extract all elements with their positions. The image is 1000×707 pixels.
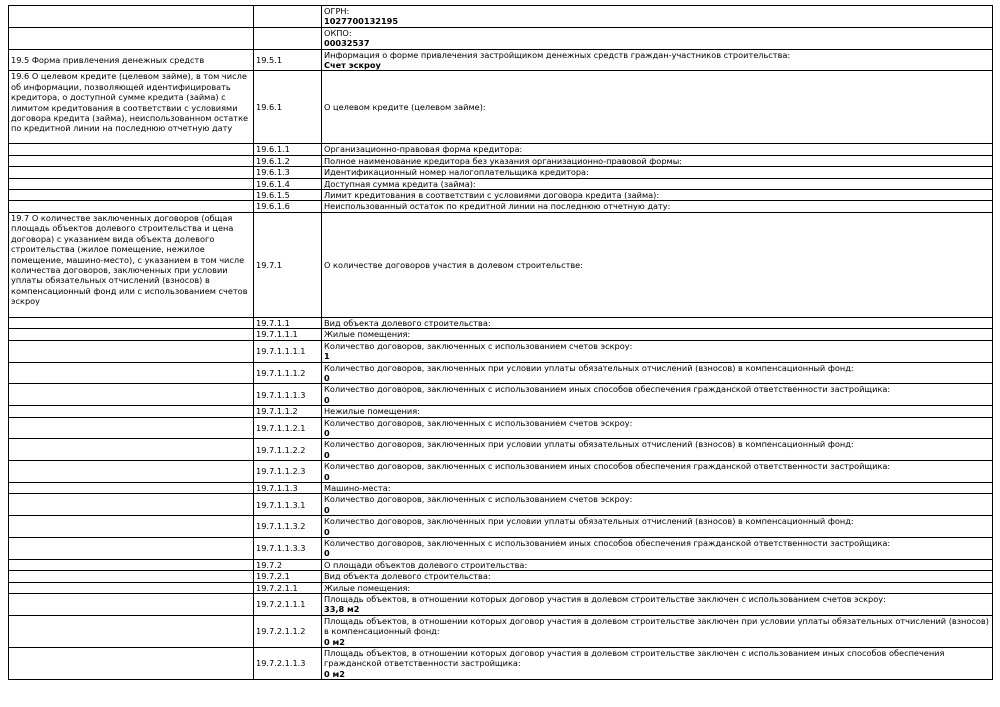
row-label: Количество договоров, заключенных с использованием счетов эскроу: — [324, 494, 633, 505]
empty-cell — [9, 571, 254, 582]
section-19-5-code: 19.5.1 — [254, 49, 322, 71]
empty-cell — [9, 538, 254, 560]
row-code: 19.7.1.1.3.2 — [254, 516, 322, 538]
row-label: Лимит кредитования в соответствии с условиями договора кредита (займа): — [322, 190, 993, 201]
row-label: Вид объекта долевого строительства: — [324, 571, 491, 582]
ogrn-row — [9, 6, 993, 28]
empty-cell — [9, 178, 254, 189]
table-row — [9, 167, 993, 178]
section-19-5-title: 19.5 Форма привлечения денежных средств — [9, 49, 254, 71]
row-19-6-1 — [9, 71, 993, 144]
row-value: 0 м2 — [324, 636, 345, 647]
table-row — [9, 461, 993, 483]
row-label: Количество договоров, заключенных при условии уплаты обязательных отчислений (взносов) в компенсационный фонд: — [324, 362, 854, 373]
row-label: Количество договоров, заключенных при условии уплаты обязательных отчислений (взносов) в компенсационный фонд: — [324, 439, 854, 450]
row-code: 19.7.1.1.2 — [254, 406, 322, 417]
table-row — [9, 155, 993, 166]
empty-cell — [9, 439, 254, 461]
row-label: Доступная сумма кредита (займа): — [322, 178, 993, 189]
row-content — [322, 571, 993, 582]
row-content — [322, 329, 993, 340]
table-row — [9, 384, 993, 406]
document-page — [8, 5, 993, 680]
table-row — [9, 615, 993, 647]
row-label: Жилые помещения: — [324, 329, 411, 340]
row-code: 19.7.1.1.1 — [254, 329, 322, 340]
empty-cell — [9, 582, 254, 593]
table-row — [9, 317, 993, 328]
empty-cell — [9, 190, 254, 201]
row-label: Количество договоров, заключенных с использованием иных способов обеспечения гражданской ответственности застройщика: — [324, 538, 891, 548]
empty-cell — [9, 559, 254, 570]
row-value: 0 м2 — [324, 668, 345, 679]
row-content — [322, 594, 993, 616]
row-code: 19.7.1.1.1.2 — [254, 362, 322, 384]
empty-cell — [9, 615, 254, 647]
table-row — [9, 559, 993, 570]
row-label: Площадь объектов, в отношении которых договор участия в долевом строительстве заключен с использованием счетов эскроу: — [324, 594, 886, 605]
section-19-5-label: Информация о форме привлечения застройщиком денежных средств граждан-участников строительства: — [324, 49, 791, 60]
row-value: 0 — [324, 504, 330, 515]
empty-cell — [9, 494, 254, 516]
table-row — [9, 178, 993, 189]
okpo-label: ОКПО: — [324, 27, 352, 38]
table-row — [9, 538, 993, 560]
row-code: 19.7.1.1.2.2 — [254, 439, 322, 461]
table-row — [9, 571, 993, 582]
row-content — [322, 362, 993, 384]
row-code: 19.7.2.1.1.1 — [254, 594, 322, 616]
row-content — [322, 494, 993, 516]
row-19-5-1 — [9, 49, 993, 71]
empty-cell — [9, 167, 254, 178]
row-value: 0 — [324, 471, 330, 482]
row-code: 19.7.1.1.3.1 — [254, 494, 322, 516]
row-value: 0 — [324, 548, 330, 559]
empty-cell — [9, 362, 254, 384]
okpo-cell — [322, 27, 993, 49]
row-code: 19.7.2.1 — [254, 571, 322, 582]
row-content — [322, 648, 993, 680]
row-label: Организационно-правовая форма кредитора: — [322, 144, 993, 155]
ogrn-cell — [322, 6, 993, 28]
row-value: 1 — [324, 351, 330, 362]
empty-cell — [9, 461, 254, 483]
empty-cell — [9, 201, 254, 212]
row-label: Жилые помещения: — [324, 582, 411, 593]
row-content — [322, 417, 993, 439]
empty-cell — [9, 648, 254, 680]
row-content — [322, 516, 993, 538]
table-row — [9, 417, 993, 439]
table-row — [9, 329, 993, 340]
section-19-6-label: О целевом кредите (целевом займе): — [322, 71, 993, 144]
row-content — [322, 384, 993, 406]
okpo-value: 00032537 — [324, 38, 370, 49]
row-label: Количество договоров, заключенных с использованием счетов эскроу: — [324, 340, 633, 351]
section-19-6-title: 19.6 О целевом кредите (целевом займе), в том числе об информации, позволяющей идентифицировать кредитора, о доступной сумме кредита (займа) с лимитом кредитования в соответствии с условиями договора кредита (займа), неиспользованном остатке по кредитной линии на последнюю отчетную дату — [9, 71, 254, 144]
empty-cell — [9, 155, 254, 166]
section-19-5-value: Счет эскроу — [324, 60, 381, 71]
empty-cell — [9, 406, 254, 417]
row-code: 19.7.1.1.2.1 — [254, 417, 322, 439]
row-code: 19.6.1.3 — [254, 167, 322, 178]
table-row — [9, 439, 993, 461]
table-row — [9, 201, 993, 212]
row-code: 19.7.2.1.1 — [254, 582, 322, 593]
table-row — [9, 648, 993, 680]
ogrn-value: 1027700132195 — [324, 16, 399, 27]
section-19-7-title: 19.7 О количестве заключенных договоров (общая площадь объектов долевого строительства и цена договора) с указанием вида объекта долевого строительства (жилое помещение, нежилое помещение, машино-место), с указанием в том числе количества договоров, заключенных при условии уплаты обязательных отчислений (взносов) в компенсационный фонд или с использованием счетов эскроу — [9, 212, 254, 317]
empty-cell — [9, 594, 254, 616]
table-row — [9, 582, 993, 593]
row-value: 0 — [324, 427, 330, 438]
table-row — [9, 516, 993, 538]
table-row — [9, 362, 993, 384]
row-content — [322, 538, 993, 560]
empty-cell — [9, 384, 254, 406]
section-19-7-code: 19.7.1 — [254, 212, 322, 317]
row-content — [322, 439, 993, 461]
row-value: 0 — [324, 394, 330, 405]
table-row — [9, 144, 993, 155]
table-row — [9, 190, 993, 201]
row-value: 0 — [324, 526, 330, 537]
row-code: 19.7.1.1.3.3 — [254, 538, 322, 560]
row-label: Машино-места: — [324, 482, 391, 493]
row-code: 19.6.1.6 — [254, 201, 322, 212]
row-code: 19.7.2.1.1.2 — [254, 615, 322, 647]
row-content — [322, 406, 993, 417]
row-label: Полное наименование кредитора без указания организационно-правовой формы: — [322, 155, 993, 166]
empty-cell — [9, 144, 254, 155]
empty-cell — [9, 329, 254, 340]
row-code: 19.7.1.1.2.3 — [254, 461, 322, 483]
row-value: 0 — [324, 372, 330, 383]
table-row — [9, 340, 993, 362]
row-19-7-1 — [9, 212, 993, 317]
row-label: Количество договоров, заключенных при условии уплаты обязательных отчислений (взносов) в компенсационный фонд: — [324, 516, 854, 527]
row-label: Количество договоров, заключенных с использованием счетов эскроу: — [324, 417, 633, 428]
row-content — [322, 582, 993, 593]
row-code: 19.7.2.1.1.3 — [254, 648, 322, 680]
empty-cell — [9, 516, 254, 538]
section-19-5-cell — [322, 49, 993, 71]
empty-cell — [9, 317, 254, 328]
row-label: Идентификационный номер налогоплательщика кредитора: — [322, 167, 993, 178]
row-code: 19.7.1.1.1.1 — [254, 340, 322, 362]
table-row — [9, 406, 993, 417]
table-row — [9, 482, 993, 493]
table-row — [9, 594, 993, 616]
row-label: Нежилые помещения: — [324, 406, 420, 417]
row-label: Количество договоров, заключенных с использованием иных способов обеспечения гражданской ответственности застройщика: — [324, 461, 891, 472]
empty-cell — [9, 482, 254, 493]
row-label: Неиспользованный остаток по кредитной линии на последнюю отчетную дату: — [322, 201, 993, 212]
row-label: О площади объектов долевого строительства: — [324, 559, 528, 570]
row-content — [322, 340, 993, 362]
row-code: 19.7.1.1.3 — [254, 482, 322, 493]
table-row — [9, 494, 993, 516]
empty-cell — [9, 417, 254, 439]
row-label: Площадь объектов, в отношении которых договор участия в долевом строительстве заключен с использованием иных способов обеспечения гражданской ответственности застройщика: — [324, 648, 945, 669]
row-content — [322, 461, 993, 483]
row-value: 33,8 м2 — [324, 604, 360, 615]
row-code: 19.7.2 — [254, 559, 322, 570]
section-19-7-label: О количестве договоров участия в долевом строительстве: — [322, 212, 993, 317]
section-19-6-code: 19.6.1 — [254, 71, 322, 144]
row-code: 19.7.1.1.1.3 — [254, 384, 322, 406]
row-code: 19.6.1.2 — [254, 155, 322, 166]
row-code: 19.6.1.5 — [254, 190, 322, 201]
row-label: Вид объекта долевого строительства: — [324, 317, 491, 328]
row-value: 0 — [324, 449, 330, 460]
okpo-row — [9, 27, 993, 49]
ogrn-label: ОГРН: — [324, 6, 350, 16]
row-content — [322, 559, 993, 570]
row-content — [322, 317, 993, 328]
row-content — [322, 482, 993, 493]
row-code: 19.6.1.1 — [254, 144, 322, 155]
empty-cell — [9, 340, 254, 362]
row-code: 19.7.1.1 — [254, 317, 322, 328]
row-label: Площадь объектов, в отношении которых договор участия в долевом строительстве заключен при условии уплаты обязательных отчислений (взносов) в компенсационный фонд: — [324, 615, 989, 637]
row-code: 19.6.1.4 — [254, 178, 322, 189]
declaration-table — [8, 5, 993, 680]
row-label: Количество договоров, заключенных с использованием иных способов обеспечения гражданской ответственности застройщика: — [324, 384, 891, 395]
row-content — [322, 615, 993, 647]
